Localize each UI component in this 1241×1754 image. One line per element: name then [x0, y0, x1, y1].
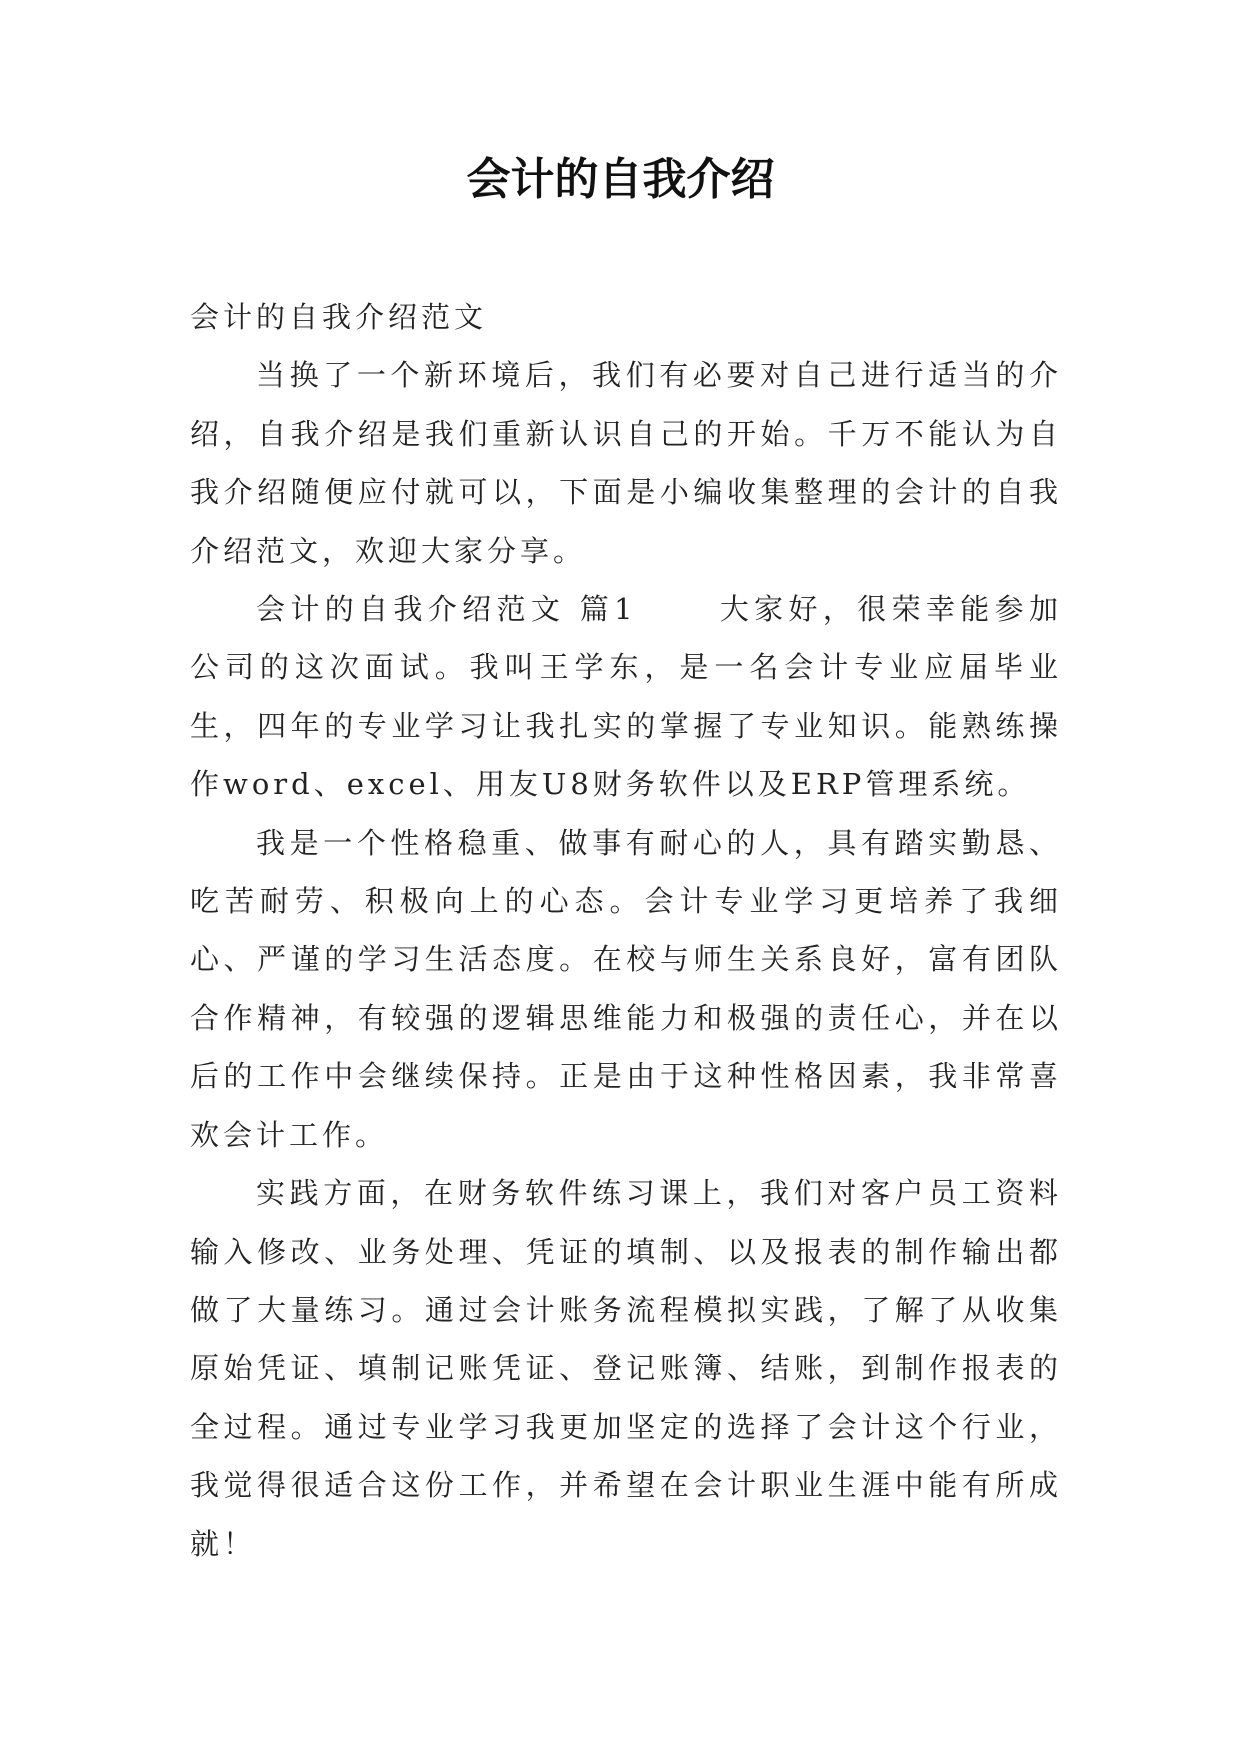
document-body: [190, 288, 1062, 1573]
paragraph-intro: 当换了一个新环境后，我们有必要对自己进行适当的介绍，自我介绍是我们重新认识自己的开始。千万不能认为自我介绍随便应付就可以，下面是小编收集整理的会计的自我介绍范文，欢迎大家分享。: [190, 358, 1062, 568]
paragraph-personality: 我是一个性格稳重、做事有耐心的人，具有踏实勤恳、吃苦耐劳、积极向上的心态。会计专业学习更培养了我细心、严谨的学习生活态度。在校与师生关系良好，富有团队合作精神，有较强的逻辑思维能力和极强的责任心，并在以后的工作中会继续保持。正是由于这种性格因素，我非常喜欢会计工作。: [190, 825, 1062, 1152]
document-title: 会计的自我介绍: [466, 154, 775, 205]
paragraph-subtitle: 会计的自我介绍范文: [190, 300, 488, 334]
paragraph-practice: 实践方面，在财务软件练习课上，我们对客户员工资料输入修改、业务处理、凭证的填制、以及报表的制作输出都做了大量练习。通过会计账务流程模拟实践，了解了从收集原始凭证、填制记账凭证、登记账簿、结账，到制作报表的全过程。通过专业学习我更加坚定的选择了会计这个行业，我觉得很适合这份工作，并希望在会计职业生涯中能有所成就！: [190, 1176, 1062, 1561]
paragraph-part-1: 会计的自我介绍范文 篇1 大家好，很荣幸能参加公司的这次面试。我叫王学东，是一名会计专业应届毕业生，四年的专业学习让我扎实的掌握了专业知识。能熟练操作word、excel、用友U8财务软件以及ERP管理系统。: [190, 592, 1062, 802]
